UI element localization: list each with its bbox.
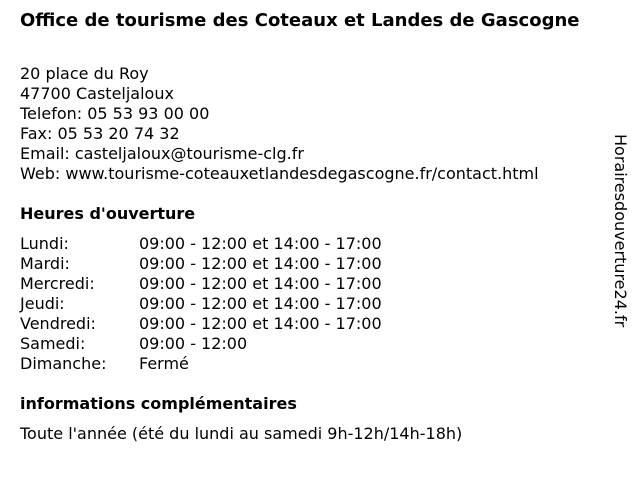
hours-day: Jeudi: bbox=[20, 294, 65, 313]
hours-time: 09:00 - 12:00 et 14:00 - 17:00 bbox=[139, 274, 382, 293]
hours-day: Mardi: bbox=[20, 254, 70, 273]
hours-time: 09:00 - 12:00 et 14:00 - 17:00 bbox=[139, 254, 382, 273]
hours-time: 09:00 - 12:00 bbox=[139, 334, 248, 353]
address-web: Web: www.tourisme-coteauxetlandesdegascogne.fr/contact.html bbox=[20, 164, 539, 183]
hours-day: Mercredi: bbox=[20, 274, 95, 293]
hours-day: Lundi: bbox=[20, 234, 69, 253]
address-fax: Fax: 05 53 20 74 32 bbox=[20, 124, 180, 143]
hours-time: 09:00 - 12:00 et 14:00 - 17:00 bbox=[139, 234, 382, 253]
page-title: Office de tourisme des Coteaux et Landes de Gascogne bbox=[20, 10, 580, 31]
address-street: 20 place du Roy bbox=[20, 64, 149, 83]
hours-day: Dimanche: bbox=[20, 354, 107, 373]
hours-day: Samedi: bbox=[20, 334, 86, 353]
info-heading: informations complémentaires bbox=[20, 394, 297, 413]
hours-day: Vendredi: bbox=[20, 314, 96, 333]
hours-time: 09:00 - 12:00 et 14:00 - 17:00 bbox=[139, 314, 382, 333]
site-watermark: Horairesdouverture24.fr bbox=[611, 134, 630, 328]
address-block bbox=[20, 64, 539, 184]
address-phone: Telefon: 05 53 93 00 00 bbox=[20, 104, 210, 123]
hours-time: 09:00 - 12:00 et 14:00 - 17:00 bbox=[139, 294, 382, 313]
address-city: 47700 Casteljaloux bbox=[20, 84, 174, 103]
hours-time: Fermé bbox=[139, 354, 189, 373]
info-text: Toute l'année (été du lundi au samedi 9h-12h/14h-18h) bbox=[20, 424, 463, 443]
address-email: Email: casteljaloux@tourisme-clg.fr bbox=[20, 144, 304, 163]
hours-heading: Heures d'ouverture bbox=[20, 204, 196, 223]
